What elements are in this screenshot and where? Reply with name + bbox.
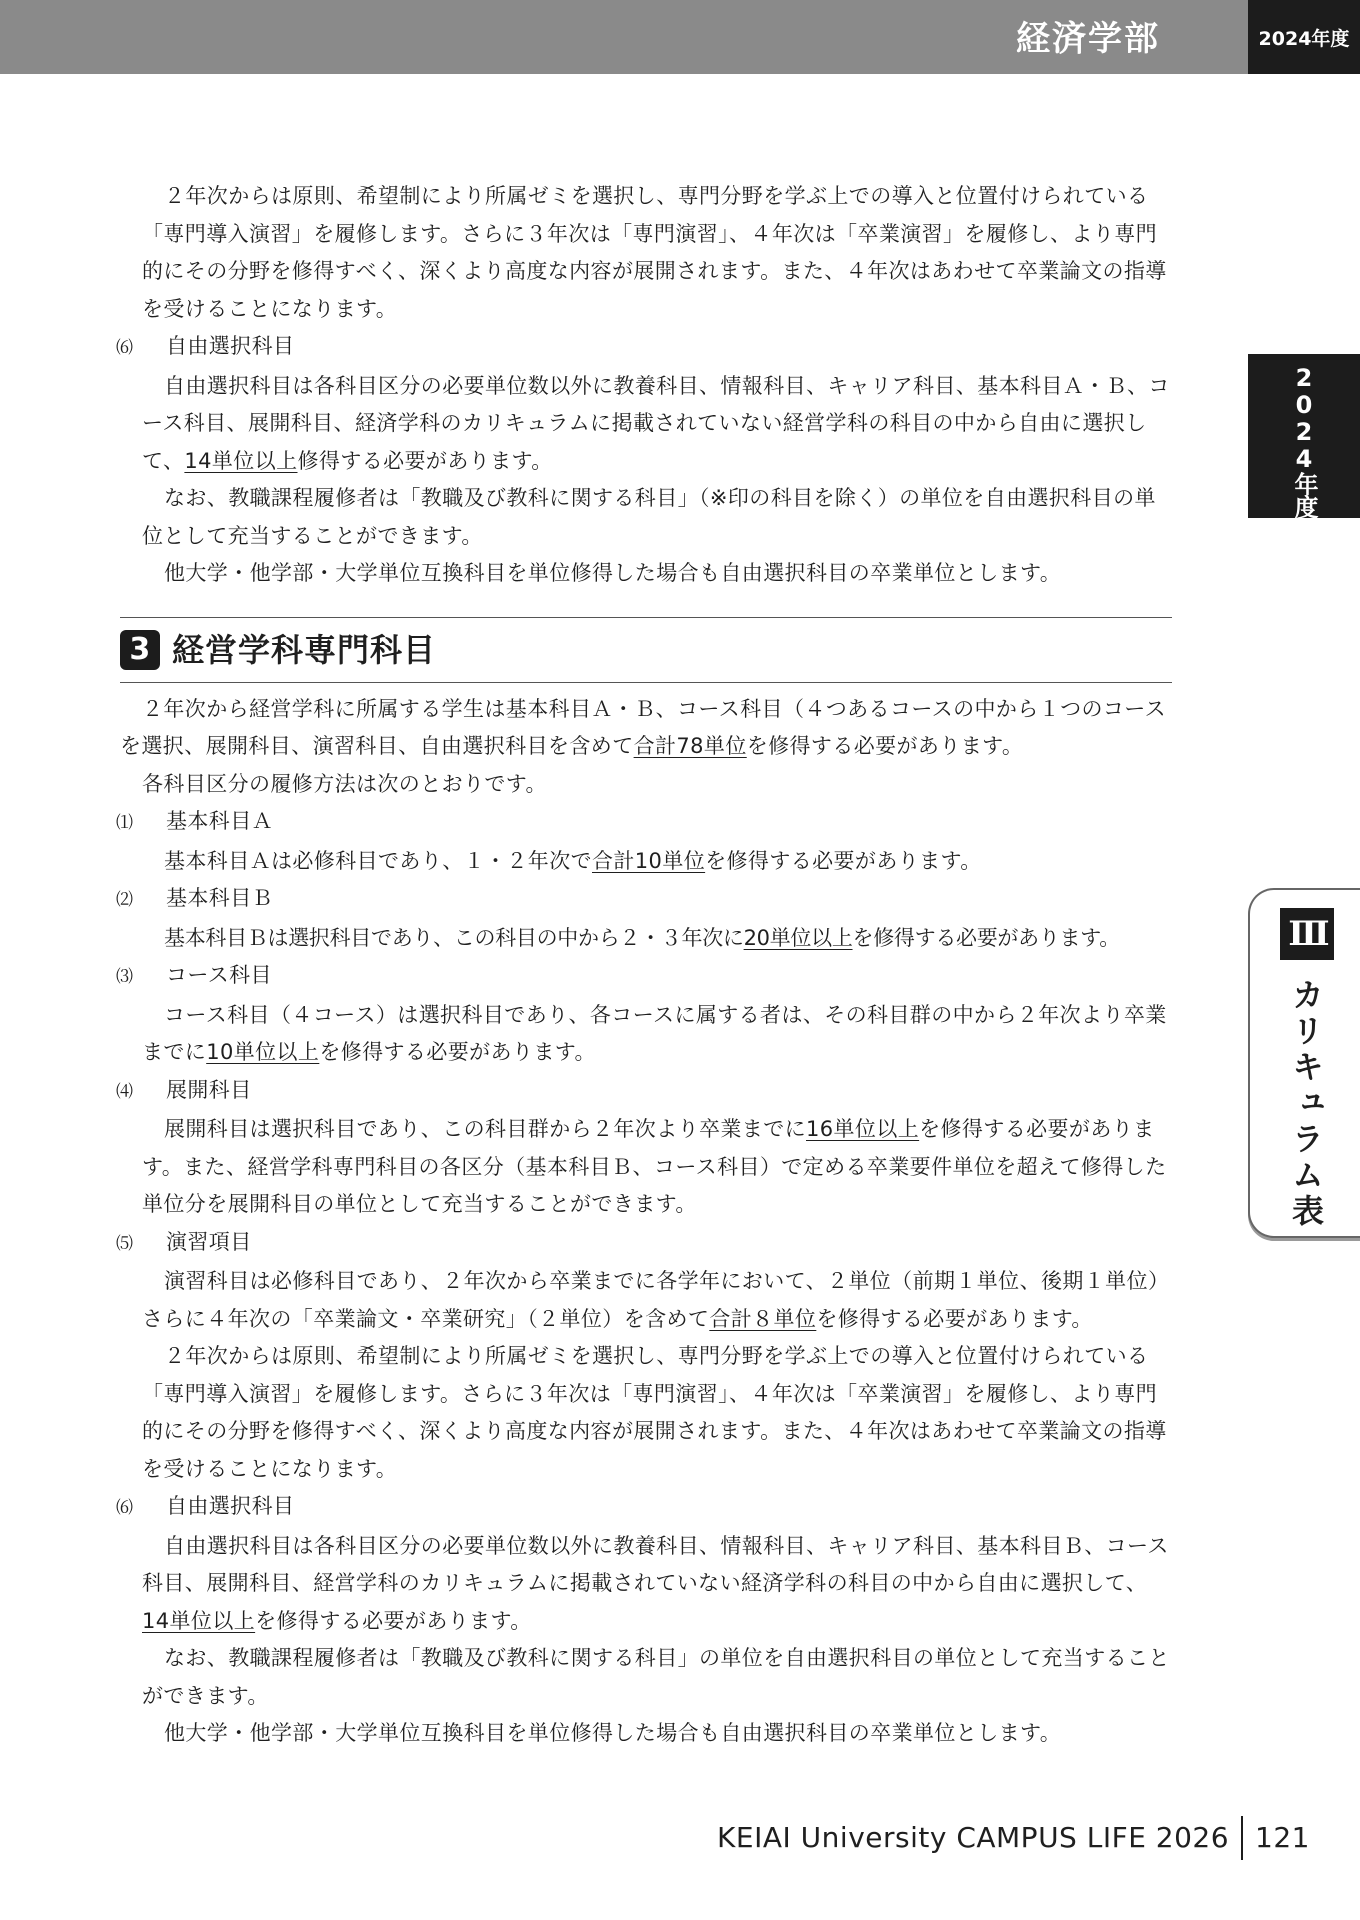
footer-brand: KEIAI University CAMPUS LIFE 2026: [717, 1816, 1243, 1860]
paragraph: 自由選択科目は各科目区分の必要単位数以外に教養科目、情報科目、キャリア科目、基本科目Ａ・Ｂ、コース科目、展開科目、経済学科のカリキュラムに掲載されていない経営学科の科目の中から自由に選択して、14単位以上修得する必要があります。: [142, 373, 1170, 473]
list-item-heading: ⑶ コース科目: [116, 963, 272, 987]
chapter-number: Ⅲ: [1280, 908, 1334, 960]
paragraph: ２年次からは原則、希望制により所属ゼミを選択し、専門分野を学ぶ上での導入と位置付けられている「専門導入演習」を履修します。さらに３年次は「専門演習」、４年次は「卒業演習」を履修し、より専門的にその分野を修得すべく、深くより高度な内容が展開されます。また、４年次はあわせて卒業論文の指導を受けることになります。: [142, 184, 1167, 321]
paragraph: なお、教職課程履修者は「教職及び教科に関する科目」の単位を自由選択科目の単位として充当することができます。: [142, 1646, 1170, 1708]
section-title: 経営学科専門科目: [172, 630, 437, 669]
paragraph: なお、教職課程履修者は「教職及び教科に関する科目」（※印の科目を除く）の単位を自由選択科目の単位として充当することができます。: [142, 486, 1156, 548]
list-item-heading: ⑹ 自由選択科目: [116, 1494, 295, 1518]
side-year-tab: [1248, 354, 1360, 518]
footer: [717, 1816, 1310, 1860]
paragraph: コース科目（４コース）は選択科目であり、各コースに属する者は、その科目群の中から２年次より卒業までに10単位以上を修得する必要があります。: [142, 1002, 1167, 1064]
page-number: 121: [1255, 1821, 1310, 1854]
paragraph: 展開科目は選択科目であり、この科目群から２年次より卒業までに16単位以上を修得する必要があります。また、経営学科専門科目の各区分（基本科目Ｂ、コース科目）で定める卒業要件単位を超えて修得した単位分を展開科目の単位として充当することができます。: [142, 1117, 1167, 1216]
section-heading: [120, 617, 1172, 683]
list-item-heading: ⑵ 基本科目Ｂ: [116, 886, 273, 910]
paragraph: 演習科目は必修科目であり、２年次から卒業までに各学年において、２単位（前期１単位、後期１単位）さらに４年次の「卒業論文・卒業研究」（２単位）を含めて合計８単位を修得する必要があります。: [142, 1269, 1170, 1331]
paragraph: 自由選択科目は各科目区分の必要単位数以外に教養科目、情報科目、キャリア科目、基本科目Ｂ、コース科目、展開科目、経営学科のカリキュラムに掲載されていない経済学科の科目の中から自由に選択して、14単位以上を修得する必要があります。: [142, 1533, 1169, 1633]
paragraph: 基本科目Ａは必修科目であり、１・２年次で合計10単位を修得する必要があります。: [164, 848, 982, 873]
main-content: [100, 178, 1172, 1753]
section-number: 3: [120, 630, 160, 670]
paragraph: ２年次から経営学科に所属する学生は基本科目Ａ・Ｂ、コース科目（４つあるコースの中から１つのコースを選択、展開科目、演習科目、自由選択科目を含めて合計78単位を修得する必要があります。: [120, 696, 1167, 758]
list-item-heading: ⑷ 展開科目: [116, 1077, 252, 1102]
paragraph: 各科目区分の履修方法は次のとおりです。: [142, 771, 547, 796]
paragraph: 他大学・他学部・大学単位互換科目を単位修得した場合も自由選択科目の卒業単位とします。: [164, 561, 1062, 585]
paragraph: 他大学・他学部・大学単位互換科目を単位修得した場合も自由選択科目の卒業単位とします。: [164, 1721, 1062, 1745]
list-item-heading: ⑹ 自由選択科目: [116, 334, 295, 358]
paragraph: ２年次からは原則、希望制により所属ゼミを選択し、専門分野を学ぶ上での導入と位置付けられている「専門導入演習」を履修します。さらに３年次は「専門演習」、４年次は「卒業演習」を履修し、より専門的にその分野を修得すべく、深くより高度な内容が展開されます。また、４年次はあわせて卒業論文の指導を受けることになります。: [142, 1344, 1167, 1481]
side-year-label: 2024年度: [1290, 364, 1318, 518]
year-badge: 2024年度: [1248, 0, 1360, 74]
department-title: 経済学部: [1016, 19, 1160, 59]
paragraph: 基本科目Ｂは選択科目であり、この科目の中から２・３年次に20単位以上を修得する必要があります。: [164, 925, 1120, 950]
chapter-tab[interactable]: [1248, 888, 1360, 1238]
chapter-label: カリキュラム表: [1287, 978, 1325, 1230]
list-item-heading: ⑴ 基本科目Ａ: [116, 809, 273, 833]
list-item-heading: ⑸ 演習項目: [116, 1229, 252, 1254]
